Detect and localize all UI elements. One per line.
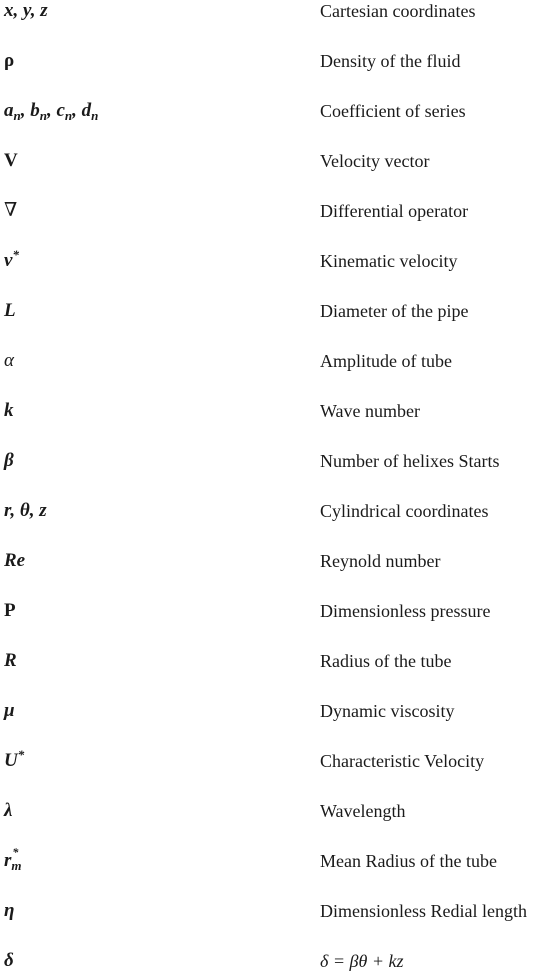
symbol-pipe-diameter: L xyxy=(4,300,16,321)
symbol-wave-number: k xyxy=(4,400,14,421)
nomenclature-row xyxy=(0,150,558,200)
definition: Number of helixes Starts xyxy=(320,451,500,471)
symbol-pressure: P xyxy=(4,600,16,621)
definition: Dimensionless pressure xyxy=(320,601,491,621)
nomenclature-row xyxy=(0,247,558,300)
symbol-nabla: ∇ xyxy=(4,200,18,221)
nomenclature-row xyxy=(0,845,558,900)
symbol-delta: δ xyxy=(4,950,14,971)
nomenclature-row xyxy=(0,200,558,250)
definition: Dimensionless Redial length xyxy=(320,901,527,921)
symbol-lambda: λ xyxy=(4,800,13,821)
definition-formula: δ = βθ + kz xyxy=(320,951,404,971)
symbol-characteristic-velocity: U* xyxy=(4,747,25,771)
definition: Mean Radius of the tube xyxy=(320,851,497,871)
definition: Wave number xyxy=(320,401,421,421)
nomenclature-row xyxy=(0,700,558,750)
definition: Reynold number xyxy=(320,551,441,571)
symbol-rho: ρ xyxy=(4,50,15,71)
nomenclature-row xyxy=(0,500,558,550)
nomenclature-row xyxy=(0,600,558,650)
definition: Wavelength xyxy=(320,801,406,821)
nomenclature-row xyxy=(0,747,558,800)
symbol-cartesian: x, y, z xyxy=(4,0,48,21)
symbol-eta: η xyxy=(4,900,15,921)
definition: Diameter of the pipe xyxy=(320,301,469,321)
nomenclature-row xyxy=(0,50,558,100)
definition: Amplitude of tube xyxy=(320,351,452,371)
definition: Density of the fluid xyxy=(320,51,461,71)
symbol-velocity-vector: V xyxy=(4,150,18,171)
symbol-reynolds: Re xyxy=(4,550,26,571)
definition: Cylindrical coordinates xyxy=(320,501,489,521)
definition: Radius of the tube xyxy=(320,651,452,671)
definition: Coefficient of series xyxy=(320,101,466,121)
definition: Characteristic Velocity xyxy=(320,751,485,771)
definition: Dynamic viscosity xyxy=(320,701,455,721)
symbol-kinematic-velocity: v* xyxy=(4,247,19,271)
definition: Velocity vector xyxy=(320,151,430,171)
symbol-tube-radius: R xyxy=(4,650,17,671)
nomenclature-row xyxy=(0,950,558,979)
symbol-alpha: α xyxy=(4,350,14,371)
nomenclature-row xyxy=(0,400,558,450)
symbol-cylindrical: r, θ, z xyxy=(4,500,47,521)
symbol-beta: β xyxy=(4,450,14,471)
definition: Differential operator xyxy=(320,201,469,221)
nomenclature-row xyxy=(0,550,558,600)
nomenclature-row xyxy=(0,450,558,500)
definition: Cartesian coordinates xyxy=(320,1,476,21)
symbol-mean-radius: r * m xyxy=(4,845,22,873)
nomenclature-row xyxy=(0,300,558,350)
nomenclature-row xyxy=(0,650,558,700)
nomenclature-row xyxy=(0,800,558,850)
nomenclature-row xyxy=(0,0,558,50)
nomenclature-row xyxy=(0,100,558,150)
symbol-mu: μ xyxy=(4,700,15,721)
nomenclature-row xyxy=(0,900,558,950)
nomenclature-row xyxy=(0,350,558,400)
symbol-series-coefficients: $a_n$, $b_n$, $c_n$, $d_n$ xyxy=(4,100,99,123)
definition: Kinematic velocity xyxy=(320,251,458,271)
